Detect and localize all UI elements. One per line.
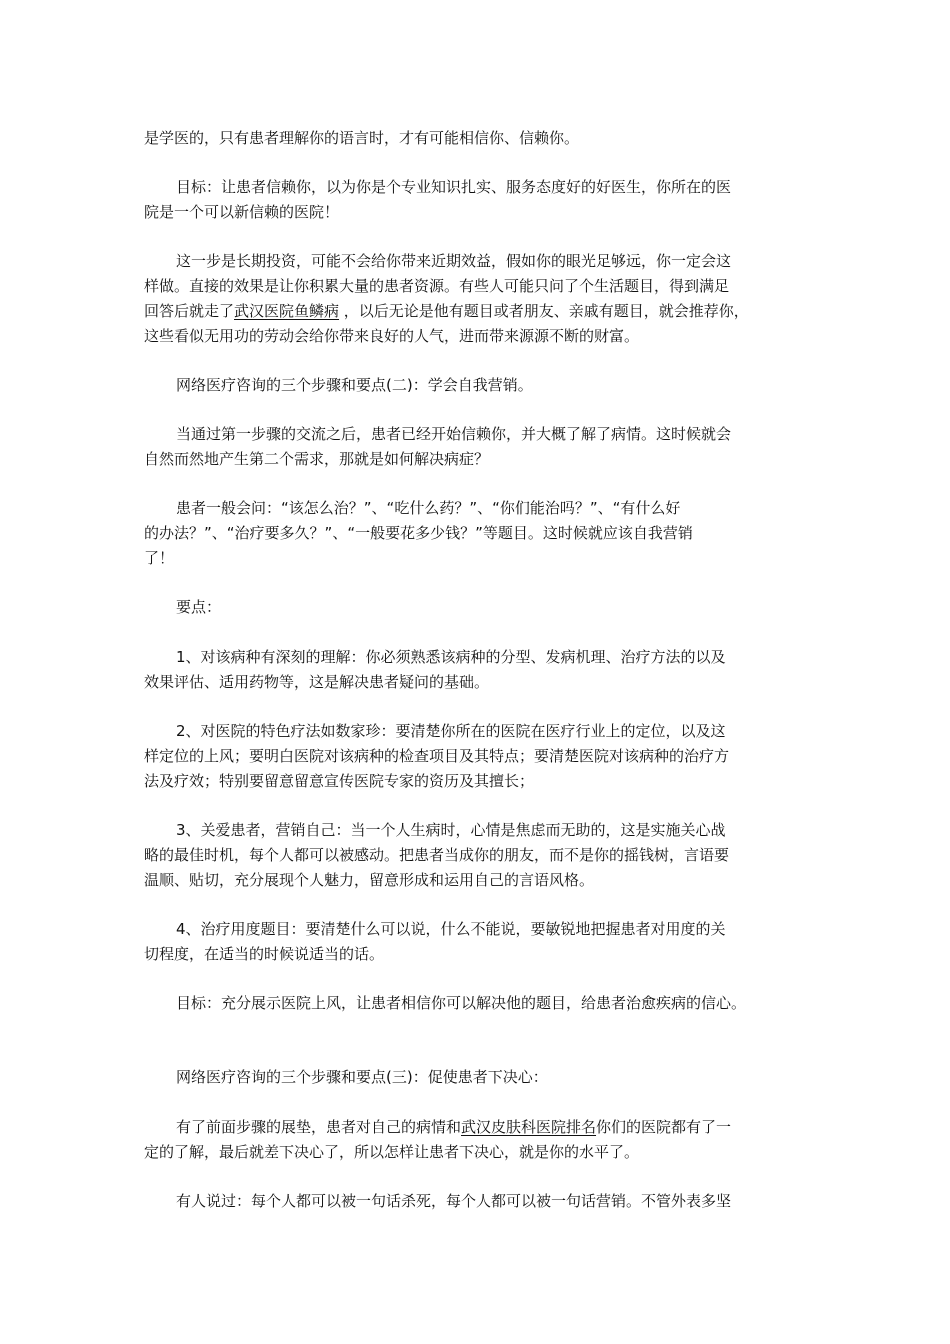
text-segment: 你们的医院都有了一 xyxy=(596,1118,732,1136)
link-wuhan-dermatology-ranking[interactable]: 武汉皮肤科医院排名 xyxy=(461,1118,597,1136)
text-line: 患者一般会问：“该怎么治？”、“吃什么药？”、“你们能治吗？”、“有什么好 xyxy=(176,499,681,517)
text-segment: 有了前面步骤的展垫，患者对自己的病情和 xyxy=(176,1118,462,1136)
text-line: 的办法？”、“治疗要多久？”、“一般要花多少钱？”等题目。这时候就应该自我营销 xyxy=(144,524,693,542)
text-segment: 回答后就走了 xyxy=(144,302,235,320)
text-line: 这些看似无用功的劳动会给你带来良好的人气，进而带来源源不断的财富。 xyxy=(144,327,640,345)
text-line xyxy=(176,1117,731,1137)
text-line: 3、关爱患者，营销自己：当一个人生病时，心情是焦虑而无助的，这是实施关心战 xyxy=(176,821,726,839)
link-wuhan-hospital-ichthyosis[interactable]: 武汉医院鱼鳞病 xyxy=(234,302,340,320)
keypoints-label: 要点： xyxy=(176,598,222,616)
text-line: 目标：让患者信赖你，以为你是个专业知识扎实、服务态度好的好医生，你所在的医 xyxy=(176,178,732,196)
text-line: 2、对医院的特色疗法如数家珍：要清楚你所在的医院在医疗行业上的定位，以及这 xyxy=(176,722,726,740)
text-line: 温顺、贴切，充分展现个人魅力，留意形成和运用自己的言语风格。 xyxy=(144,871,595,889)
text-line: 了！ xyxy=(144,549,175,567)
text-line: 院是一个可以新信赖的医院！ xyxy=(144,203,340,221)
text-line: 这一步是长期投资，可能不会给你带来近期效益，假如你的眼光足够远，你一定会这 xyxy=(176,252,732,270)
text-line: 法及疗效；特别要留意留意宣传医院专家的资历及其擅长； xyxy=(144,772,535,790)
text-line: 样做。直接的效果是让你积累大量的患者资源。有些人可能只问了个生活题目，得到满足 xyxy=(144,277,730,295)
section-heading-step2: 网络医疗咨询的三个步骤和要点(二)：学会自我营销。 xyxy=(176,376,533,394)
text-line: 4、治疗用度题目：要清楚什么可以说，什么不能说，要敏锐地把握患者对用度的关 xyxy=(176,920,726,938)
text-line: 定的了解，最后就差下决心了，所以怎样让患者下决心，就是你的水平了。 xyxy=(144,1143,640,1161)
section-heading-step3: 网络医疗咨询的三个步骤和要点(三)：促使患者下决心： xyxy=(176,1068,548,1086)
text-line: 样定位的上风；要明白医院对该病种的检查项目及其特点；要清楚医院对该病种的治疗方 xyxy=(144,747,730,765)
text-line: 是学医的，只有患者理解你的语言时，才有可能相信你、信赖你。 xyxy=(144,129,580,147)
text-line: 略的最佳时机，每个人都可以被感动。把患者当成你的朋友，而不是你的摇钱树，言语要 xyxy=(144,846,730,864)
text-line: 效果评估、适用药物等，这是解决患者疑问的基础。 xyxy=(144,673,490,691)
text-segment: ，以后无论是他有题目或者朋友、亲戚有题目，就会推荐你， xyxy=(339,302,749,320)
text-line: 1、对该病种有深刻的理解：你必须熟悉该病种的分型、发病机理、治疗方法的以及 xyxy=(176,648,726,666)
text-line: 当通过第一步骤的交流之后，患者已经开始信赖你，并大概了解了病情。这时候就会 xyxy=(176,425,732,443)
text-line xyxy=(144,301,749,321)
text-line: 有人说过：每个人都可以被一句话杀死，每个人都可以被一句话营销。不管外表多坚 xyxy=(176,1192,732,1210)
text-line: 自然而然地产生第二个需求，那就是如何解决病症？ xyxy=(144,450,490,468)
text-line: 切程度，在适当的时候说适当的话。 xyxy=(144,945,385,963)
text-line: 目标：充分展示医院上风，让患者相信你可以解决他的题目，给患者治愈疾病的信心。 xyxy=(176,994,747,1012)
